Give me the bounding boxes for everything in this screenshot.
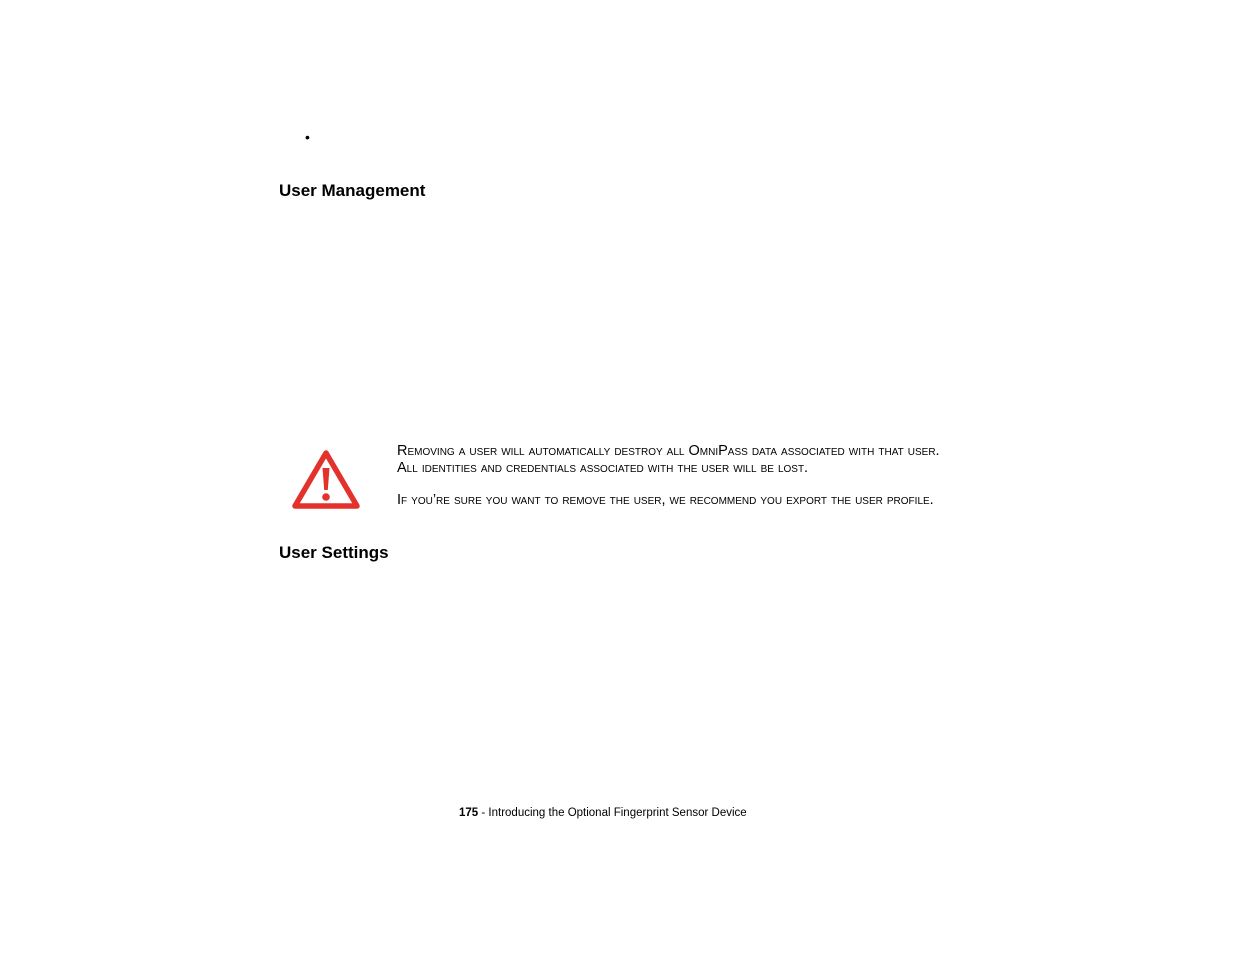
caution-note bbox=[397, 443, 1097, 509]
footer-separator: - bbox=[478, 807, 489, 819]
section-title-user-management: User Management bbox=[279, 181, 426, 200]
page-footer bbox=[459, 806, 747, 820]
caution-paragraph-1 bbox=[397, 443, 1097, 477]
caution-line-2: All identities and credentials associated with the user will be lost. bbox=[397, 460, 809, 476]
warning-triangle-icon bbox=[291, 448, 361, 510]
page-number: 175 bbox=[459, 807, 479, 819]
chapter-title: Introducing the Optional Fingerprint Sensor Device bbox=[488, 807, 747, 819]
caution-line-1: Removing a user will automatically destroy all OmniPass data associated with that user. bbox=[397, 443, 940, 459]
bullet-marker: • bbox=[305, 129, 310, 145]
section-title-user-settings: User Settings bbox=[279, 543, 389, 562]
caution-paragraph-2: If you’re sure you want to remove the user, we recommend you export the user profile. bbox=[397, 492, 934, 508]
